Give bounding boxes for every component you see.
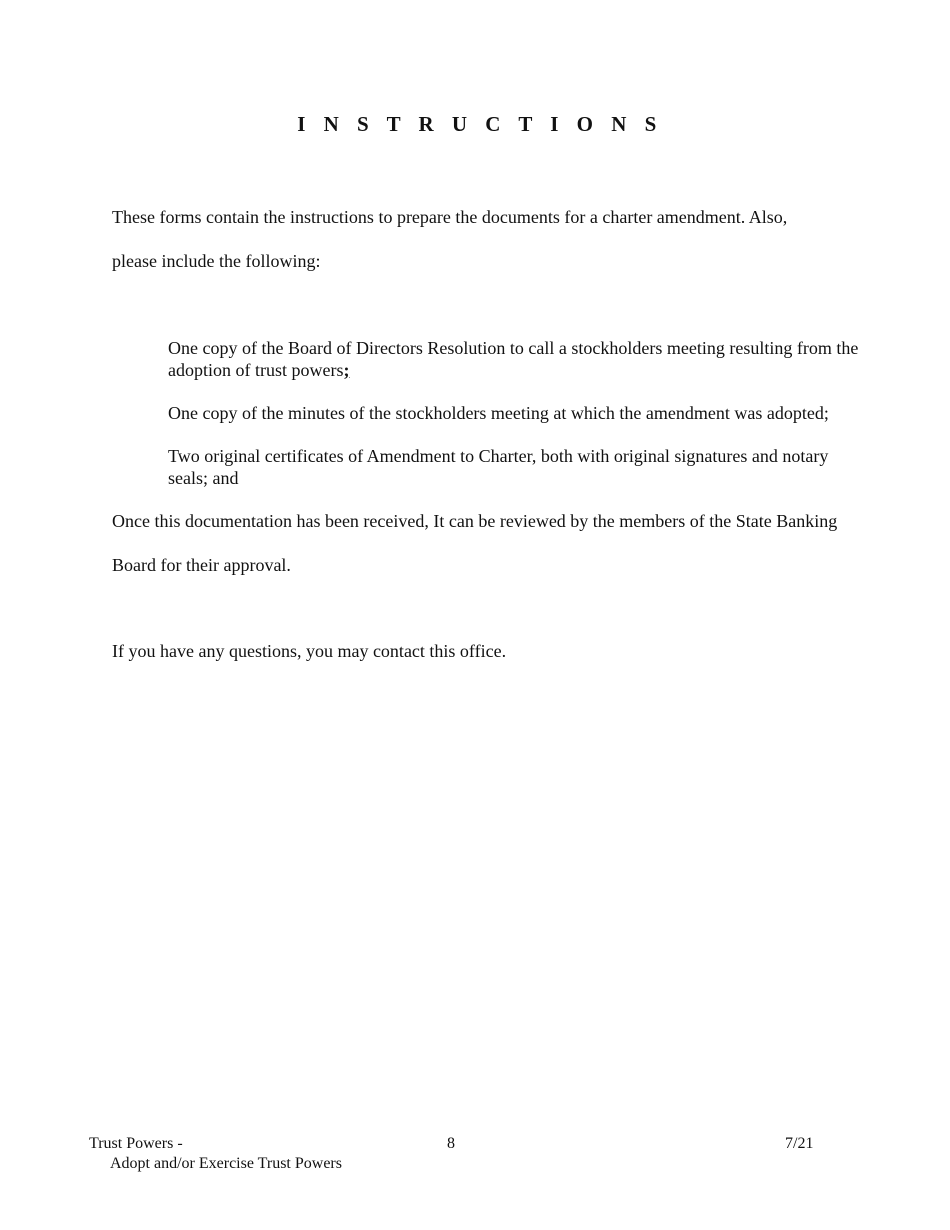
footer-date: 7/21 [785,1135,814,1152]
footer-title-line-1: Trust Powers - [89,1135,183,1152]
intro-line-2: please include the following: [112,251,321,271]
review-line-1: Once this documentation has been received, It can be reviewed by the members of the State Banking [112,511,838,531]
list-item-certificates: Two original certificates of Amendment to Charter, both with original signatures and notary seals; and [168,446,829,488]
list-item-minutes: One copy of the minutes of the stockholders meeting at which the amendment was adopted; [168,403,829,423]
review-line-2: Board for their approval. [112,555,291,575]
intro-line-1: These forms contain the instructions to prepare the documents for a charter amendment. Also, [112,207,788,227]
contact-line: If you have any questions, you may contact this office. [112,641,507,661]
list-item-suffix: ; [343,360,350,380]
page-number: 8 [447,1135,455,1152]
page-title: I N S T R U C T I O N S [297,112,663,136]
list-item-resolution [168,337,868,381]
footer-title-line-2: Adopt and/or Exercise Trust Powers [110,1155,342,1172]
list-item-text: One copy of the Board of Directors Resolution to call a stockholders meeting resulting from the adoption of trust powers [168,338,859,380]
